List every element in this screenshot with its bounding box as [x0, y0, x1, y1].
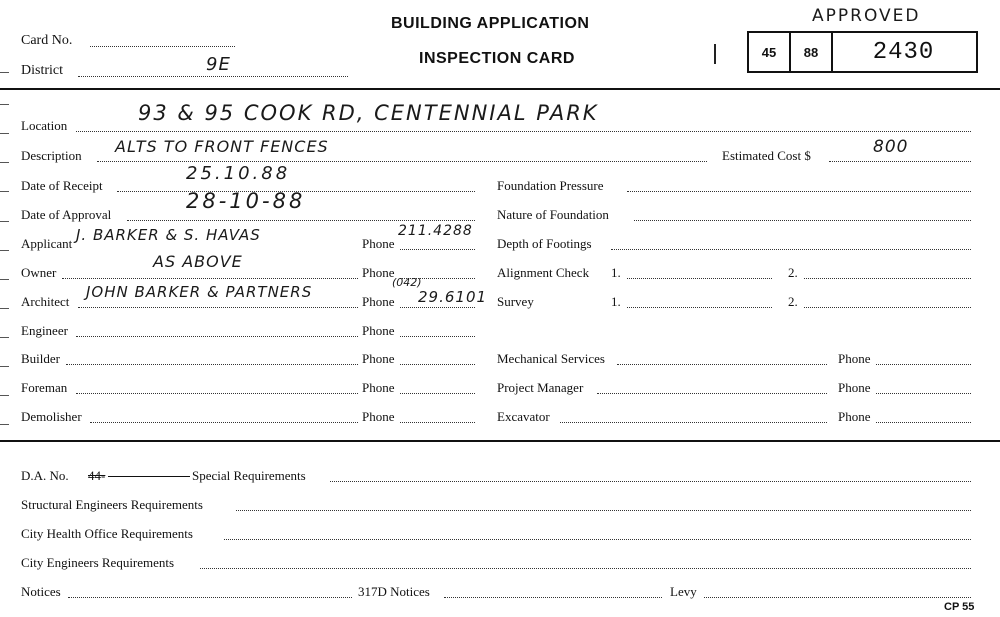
date-of-receipt-label: Date of Receipt — [21, 178, 103, 193]
date-of-approval-field — [127, 220, 475, 221]
foundation-pressure-field — [627, 191, 971, 192]
date-of-approval-label: Date of Approval — [21, 207, 112, 222]
demolisher-phone-label: Phone — [362, 409, 395, 424]
architect-value: JOHN BARKER & PARTNERS — [86, 283, 313, 301]
mechanical-services-field — [617, 364, 827, 365]
applicant-value: J. BARKER & S. HAVAS — [76, 226, 261, 244]
excavator-phone-field — [876, 422, 971, 423]
architect-label: Architect — [21, 294, 70, 309]
description-field — [97, 161, 707, 162]
foreman-phone-field — [400, 393, 475, 394]
survey-field-2 — [804, 307, 971, 308]
special-requirements-label: Special Requirements — [192, 468, 306, 483]
excavator-label: Excavator — [497, 409, 550, 424]
foreman-label: Foreman — [21, 380, 68, 395]
applicant-phone-field — [400, 249, 475, 250]
foreman-phone-label: Phone — [362, 380, 395, 395]
city-health-office-label: City Health Office Requirements — [21, 526, 193, 541]
date-of-receipt-value: 25.10.88 — [186, 163, 291, 184]
edge-tick — [0, 133, 9, 134]
survey-field-1 — [627, 307, 772, 308]
applicant-label: Applicant — [21, 236, 73, 251]
alignment-check-field-2 — [804, 278, 971, 279]
edge-tick — [0, 366, 9, 367]
engineer-phone-label: Phone — [362, 323, 395, 338]
survey-number-2: 2. — [788, 294, 798, 309]
edge-tick — [0, 72, 9, 73]
alignment-check-label: Alignment Check — [497, 265, 590, 280]
notices-field — [68, 597, 352, 598]
location-label: Location — [21, 118, 68, 133]
project-manager-label: Project Manager — [497, 380, 584, 395]
estimated-cost-field — [829, 161, 971, 162]
owner-field — [62, 278, 358, 279]
edge-tick — [0, 308, 9, 309]
project-manager-field — [597, 393, 827, 394]
survey-number-1: 1. — [611, 294, 621, 309]
location-value: 93 & 95 COOK RD, CENTENNIAL PARK — [138, 101, 599, 125]
depth-of-footings-label: Depth of Footings — [497, 236, 592, 251]
mechanical-services-phone-label: Phone — [838, 351, 871, 366]
levy-label: Levy — [670, 584, 697, 599]
notices-317d-label: 317D Notices — [358, 584, 430, 599]
notices-317d-field — [444, 597, 662, 598]
architect-field — [78, 307, 358, 308]
builder-field — [66, 364, 358, 365]
description-value: ALTS TO FRONT FENCES — [115, 137, 329, 156]
engineer-phone-field — [400, 336, 475, 337]
structural-engineers-label: Structural Engineers Requirements — [21, 497, 203, 512]
architect-phone-value: 29.6101 — [418, 288, 488, 306]
estimated-cost-value: 800 — [873, 137, 909, 157]
structural-engineers-field — [236, 510, 971, 511]
city-health-office-field — [224, 539, 971, 540]
architect-phone-area: (042) — [392, 276, 422, 289]
engineer-label: Engineer — [21, 323, 68, 338]
edge-tick — [0, 337, 9, 338]
approved-stamp: APPROVED — [812, 6, 921, 26]
section-divider — [0, 440, 1000, 442]
city-engineers-field — [200, 568, 971, 569]
number-box-cell-3: 2430 — [872, 38, 935, 66]
notices-label: Notices — [21, 584, 61, 599]
owner-phone-label: Phone — [362, 265, 395, 280]
edge-tick — [0, 221, 9, 222]
engineer-field — [76, 336, 358, 337]
mechanical-services-label: Mechanical Services — [497, 351, 605, 366]
alignment-check-number-1: 1. — [611, 265, 621, 280]
location-field — [76, 131, 971, 132]
form-code: CP 55 — [944, 601, 975, 613]
da-no-strike-line — [108, 476, 190, 477]
owner-label: Owner — [21, 265, 57, 280]
edge-tick — [0, 279, 9, 280]
applicant-phone-label: Phone — [362, 236, 395, 251]
edge-tick — [0, 162, 9, 163]
builder-label: Builder — [21, 351, 60, 366]
project-manager-phone-field — [876, 393, 971, 394]
application-number-box — [747, 31, 978, 73]
project-manager-phone-label: Phone — [838, 380, 871, 395]
da-no-label: D.A. No. — [21, 468, 69, 483]
architect-phone-label: Phone — [362, 294, 395, 309]
form-title: BUILDING APPLICATION — [391, 15, 590, 32]
header-divider — [0, 88, 1000, 90]
owner-value: AS ABOVE — [153, 252, 243, 271]
estimated-cost-label: Estimated Cost $ — [722, 148, 811, 163]
nature-of-foundation-label: Nature of Foundation — [497, 207, 609, 222]
foundation-pressure-label: Foundation Pressure — [497, 178, 604, 193]
district-field — [78, 76, 348, 77]
depth-of-footings-field — [611, 249, 971, 250]
alignment-check-field-1 — [627, 278, 772, 279]
form-subtitle: INSPECTION CARD — [419, 50, 575, 67]
demolisher-field — [90, 422, 358, 423]
mechanical-services-phone-field — [876, 364, 971, 365]
excavator-phone-label: Phone — [838, 409, 871, 424]
builder-phone-field — [400, 364, 475, 365]
excavator-field — [560, 422, 827, 423]
nature-of-foundation-field — [634, 220, 971, 221]
number-box-cell-2: 88 — [803, 44, 819, 60]
applicant-phone-value: 211.4288 — [398, 223, 473, 239]
demolisher-label: Demolisher — [21, 409, 82, 424]
district-label: District — [21, 63, 63, 78]
edge-tick — [0, 395, 9, 396]
builder-phone-label: Phone — [362, 351, 395, 366]
card-no-label: Card No. — [21, 33, 73, 48]
architect-phone-field — [400, 307, 475, 308]
district-value: 9E — [206, 54, 231, 75]
card-no-field — [90, 46, 235, 47]
city-engineers-label: City Engineers Requirements — [21, 555, 175, 570]
survey-label: Survey — [497, 294, 534, 309]
levy-field — [704, 597, 971, 598]
number-box-cell-1: 45 — [761, 44, 777, 60]
edge-tick — [0, 250, 9, 251]
alignment-check-number-2: 2. — [788, 265, 798, 280]
special-requirements-field — [330, 481, 971, 482]
demolisher-phone-field — [400, 422, 475, 423]
edge-tick — [0, 424, 9, 425]
da-no-value: 44- — [88, 468, 106, 483]
description-label: Description — [21, 148, 82, 163]
margin-mark — [714, 44, 716, 64]
edge-tick — [0, 104, 9, 105]
edge-tick — [0, 191, 9, 192]
date-of-approval-value: 28-10-88 — [186, 189, 306, 213]
foreman-field — [76, 393, 358, 394]
